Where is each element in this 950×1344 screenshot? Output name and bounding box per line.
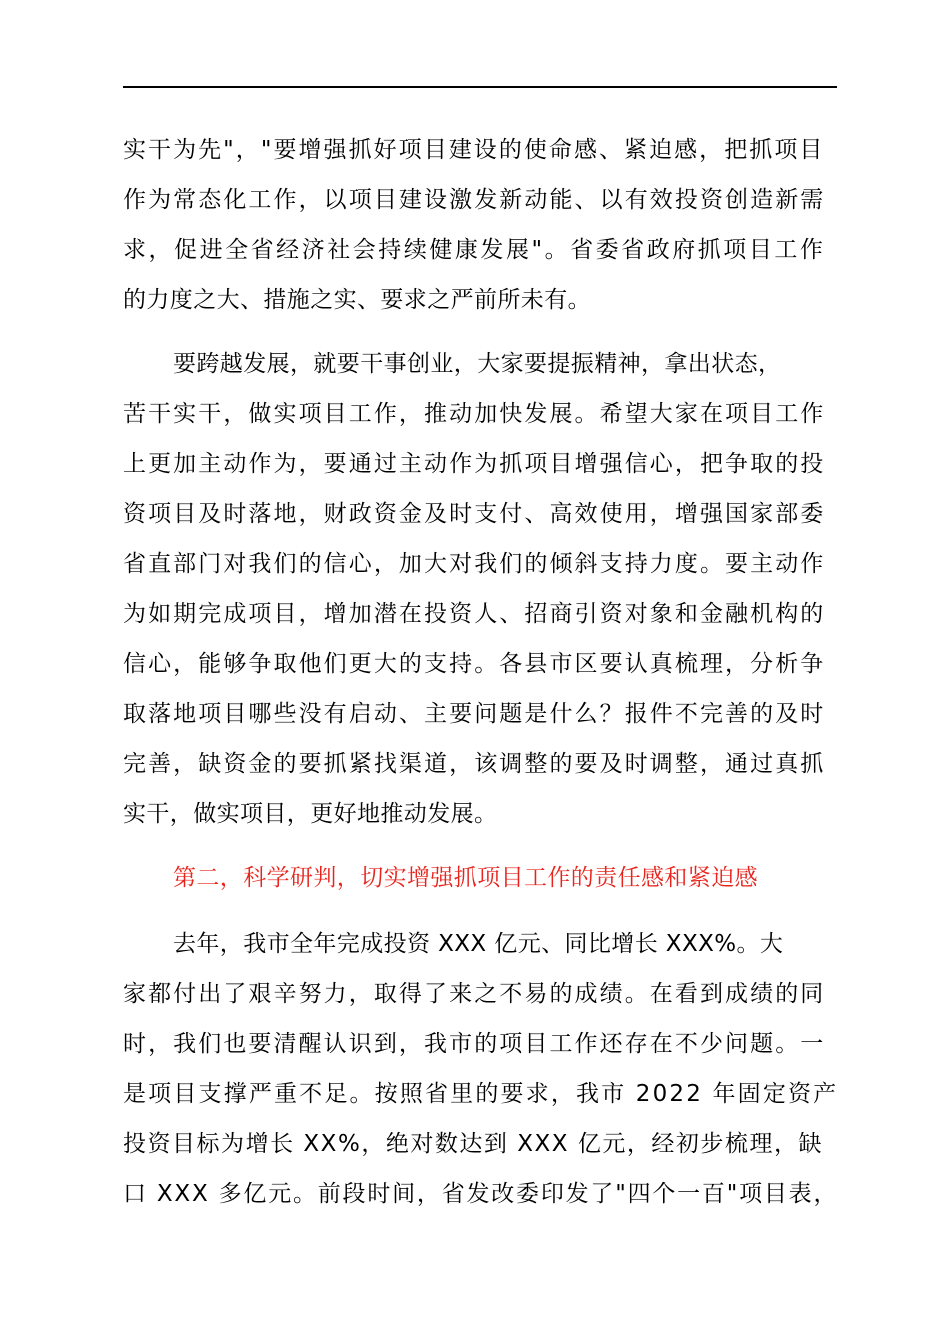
- section-heading: 第二，科学研判，切实增强抓项目工作的责任感和紧迫感: [173, 865, 758, 891]
- text-line-content: 投资目标为增长 XX%，绝对数达到 XXX 亿元，经初步梳理，缺: [123, 1131, 823, 1157]
- text-line: [123, 648, 837, 680]
- text-line: 去年，我市全年完成投资 XXX 亿元、同比增长 XXX%。大: [173, 931, 784, 957]
- text-line-content: 苦干实干，做实项目工作，推动加快发展。希望大家在项目工作: [123, 401, 826, 427]
- text-line: [123, 134, 837, 166]
- text-line-content: 求，促进全省经济社会持续健康发展"。省委省政府抓项目工作: [123, 237, 826, 263]
- text-line-content: 取落地项目哪些没有启动、主要问题是什么？报件不完善的及时: [123, 701, 826, 727]
- text-line: [123, 1128, 837, 1160]
- text-line-content: 时，我们也要清醒认识到，我市的项目工作还存在不少问题。一: [123, 1031, 826, 1057]
- text-line: 的力度之大、措施之实、要求之严前所未有。: [123, 287, 591, 313]
- text-line-content: 口 XXX 多亿元。前段时间，省发改委印发了"四个一百"项目表，: [123, 1181, 839, 1207]
- text-line-content: 完善，缺资金的要抓紧找渠道，该调整的要及时调整，通过真抓: [123, 751, 826, 777]
- header-rule: [123, 86, 837, 88]
- text-line: [123, 698, 837, 730]
- text-line-content: 作为常态化工作，以项目建设激发新动能、以有效投资创造新需: [123, 187, 826, 213]
- text-line: [123, 498, 837, 530]
- text-line: [123, 184, 837, 216]
- text-line: [123, 748, 837, 780]
- text-line-content: 家都付出了艰辛努力，取得了来之不易的成绩。在看到成绩的同: [123, 981, 826, 1007]
- text-line-content: 省直部门对我们的信心，加大对我们的倾斜支持力度。要主动作: [123, 551, 826, 577]
- text-line: [123, 1178, 837, 1210]
- text-line-content: 实干为先"，"要增强抓好项目建设的使命感、紧迫感，把抓项目: [123, 137, 825, 163]
- text-line-content: 是项目支撑严重不足。按照省里的要求，我市 2022 年固定资产: [123, 1081, 839, 1107]
- text-line-content: 上更加主动作为，要通过主动作为抓项目增强信心，把争取的投: [123, 451, 826, 477]
- text-line: [123, 234, 837, 266]
- text-line: [123, 978, 837, 1010]
- text-line: [123, 398, 837, 430]
- text-line-content: 资项目及时落地，财政资金及时支付、高效使用，增强国家部委: [123, 501, 826, 527]
- text-line: 实干，做实项目，更好地推动发展。: [123, 801, 498, 827]
- text-line-content: 为如期完成项目，增加潜在投资人、招商引资对象和金融机构的: [123, 601, 826, 627]
- text-line: [123, 1078, 837, 1110]
- text-line: [123, 448, 837, 480]
- text-line-content: 信心，能够争取他们更大的支持。各县市区要认真梳理，分析争: [123, 651, 826, 677]
- text-line: [123, 598, 837, 630]
- text-line: [123, 1028, 837, 1060]
- text-line: [123, 548, 837, 580]
- text-line: 要跨越发展，就要干事创业，大家要提振精神，拿出状态，: [173, 351, 782, 377]
